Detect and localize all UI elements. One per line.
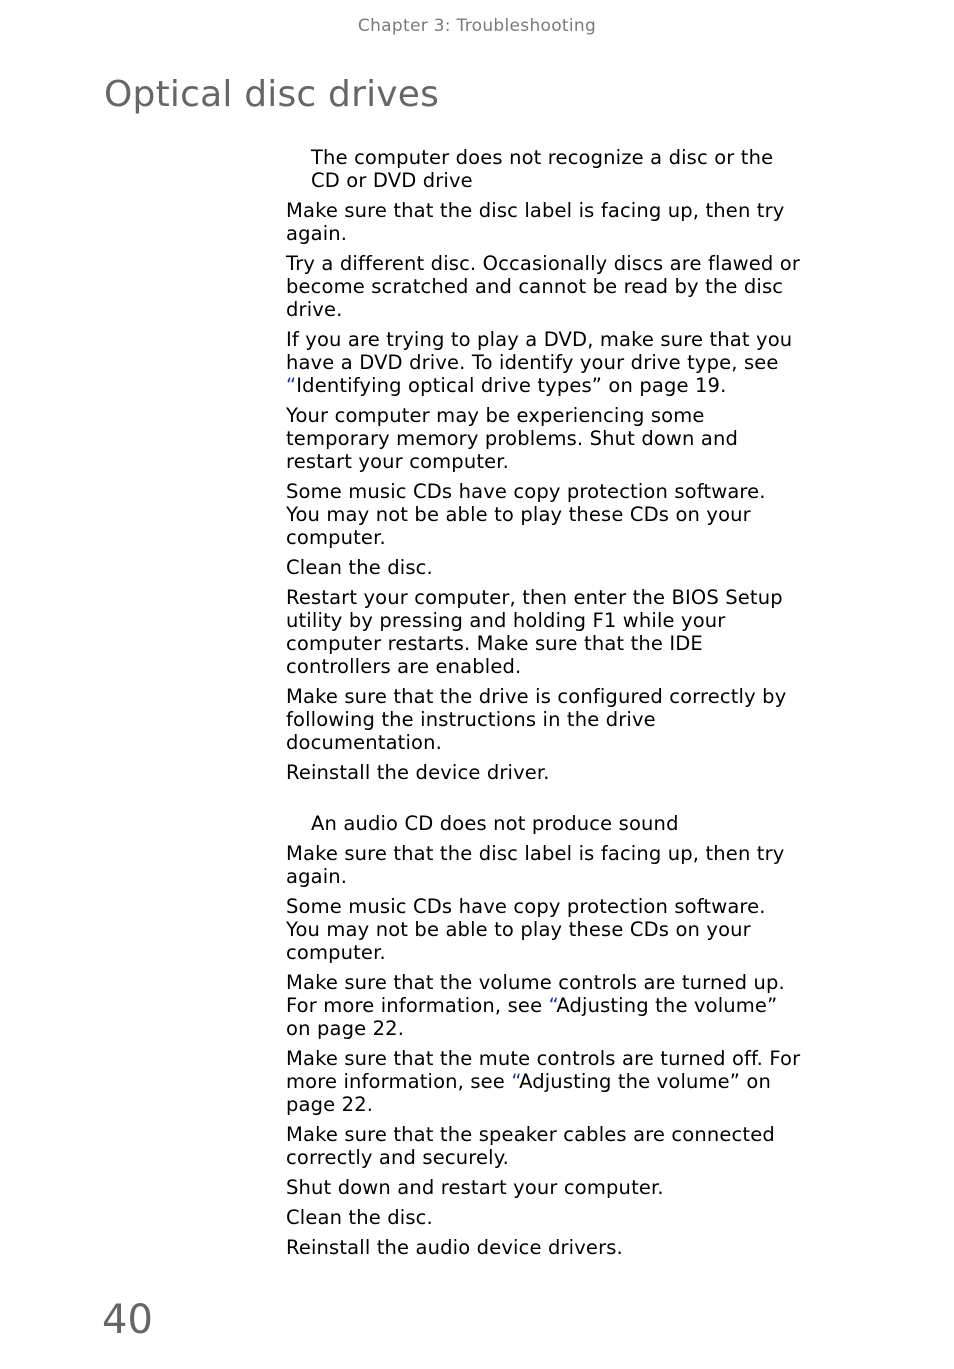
running-header: Chapter 3: Troubleshooting: [357, 16, 597, 36]
solution-item: Make sure that the drive is configured correctly by following the instructions in the drive documentation.: [286, 685, 787, 754]
page-title: Optical disc drives: [104, 74, 440, 115]
solution-item: [286, 328, 806, 397]
section-audio-cd-no-sound: [286, 812, 806, 1266]
solution-item: Reinstall the device driver.: [286, 761, 550, 784]
section-heading: An audio CD does not produce sound: [311, 812, 679, 835]
solution-item: Clean the disc.: [286, 556, 433, 579]
solution-item: Clean the disc.: [286, 1206, 433, 1229]
solution-item: Make sure that the speaker cables are connected correctly and securely.: [286, 1123, 775, 1169]
solution-item: Reinstall the audio device drivers.: [286, 1236, 623, 1259]
solution-item: Some music CDs have copy protection software. You may not be able to play these CDs on your computer.: [286, 480, 766, 549]
cross-reference-link[interactable]: Adjusting the volume” on page 22.: [286, 1070, 772, 1116]
cross-reference-link[interactable]: Adjusting the volume” on page 22.: [286, 994, 778, 1040]
page-number: 40: [102, 1297, 153, 1343]
solution-text: Make sure that the volume controls are turned up. For more information, see: [286, 971, 785, 1017]
section-unrecognized-disc: [286, 146, 806, 791]
solution-item: [286, 971, 806, 1040]
cross-reference-quote: “: [511, 1070, 520, 1093]
cross-reference-link[interactable]: Identifying optical drive types” on page 19.: [296, 374, 727, 397]
cross-reference-quote: “: [548, 994, 557, 1017]
cross-reference-quote: “: [286, 374, 297, 397]
solution-item: Make sure that the disc label is facing up, then try again.: [286, 842, 785, 888]
solution-item: Shut down and restart your computer.: [286, 1176, 664, 1199]
solution-item: Some music CDs have copy protection software. You may not be able to play these CDs on your computer.: [286, 895, 766, 964]
solution-item: Your computer may be experiencing some temporary memory problems. Shut down and restart your computer.: [286, 404, 739, 473]
solution-item: Restart your computer, then enter the BIOS Setup utility by pressing and holding F1 while your computer restarts. Make sure that the IDE controllers are enabled.: [286, 586, 783, 678]
section-heading: The computer does not recognize a disc or the CD or DVD drive: [311, 146, 774, 192]
solution-text: If you are trying to play a DVD, make sure that you have a DVD drive. To identify your drive type, see: [286, 328, 793, 374]
solution-text: Make sure that the mute controls are turned off. For more information, see: [286, 1047, 801, 1093]
solution-item: Make sure that the disc label is facing up, then try again.: [286, 199, 785, 245]
solution-item: [286, 1047, 806, 1116]
solution-item: Try a different disc. Occasionally discs are flawed or become scratched and cannot be read by the disc drive.: [286, 252, 801, 321]
